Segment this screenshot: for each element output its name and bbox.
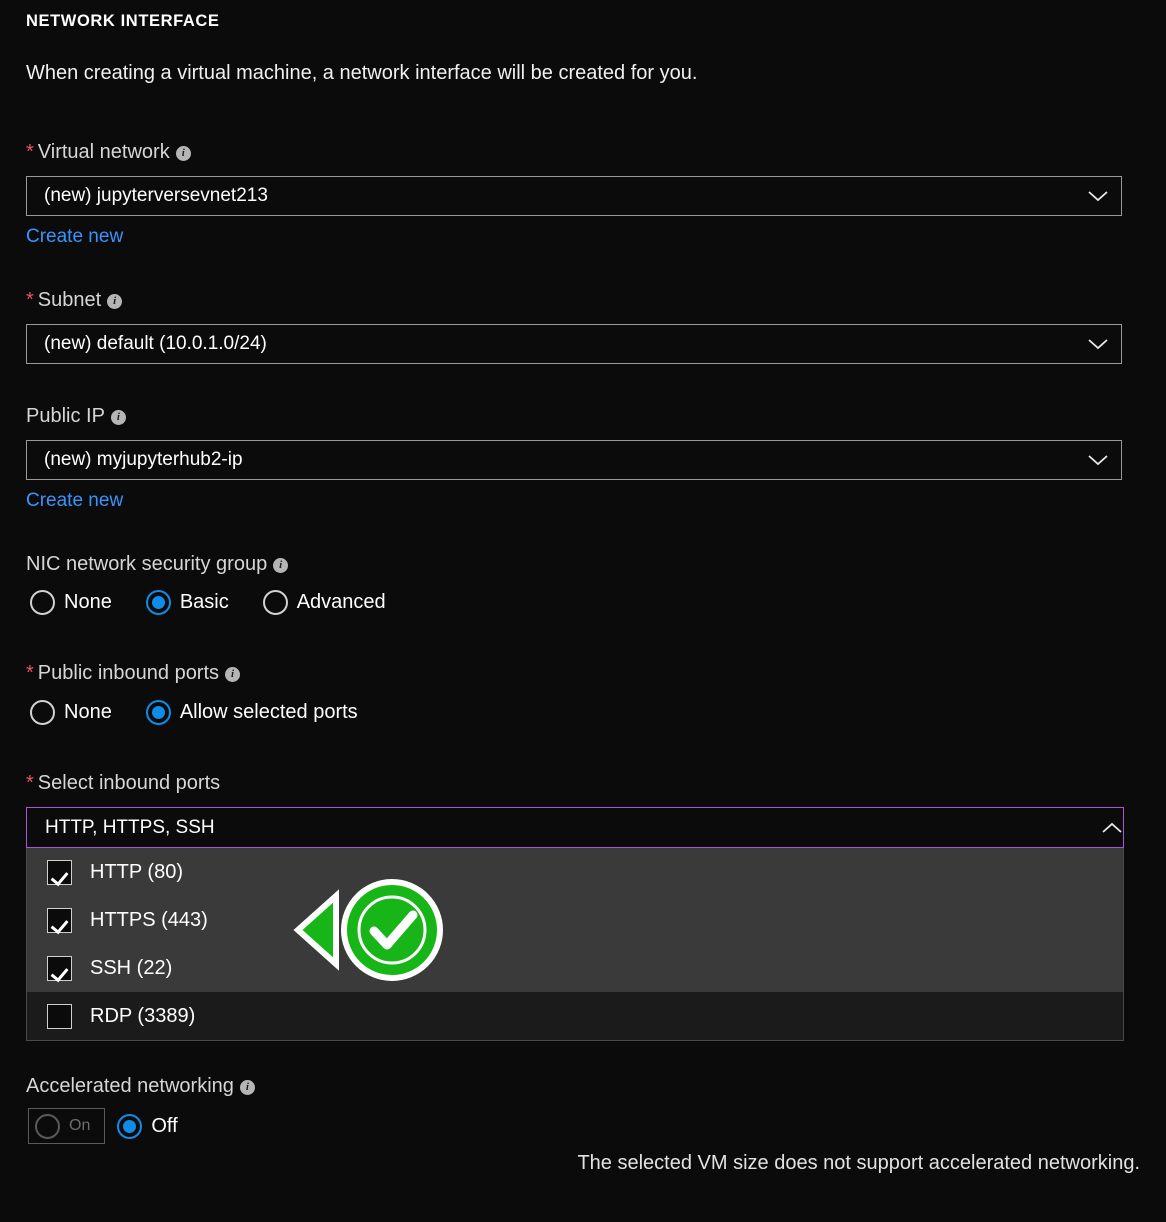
select-inbound-ports-dropdown [26,848,1124,1041]
section-title: NETWORK INTERFACE [26,12,220,30]
public-inbound-ports-label [26,662,240,685]
virtual-network-select[interactable] [26,176,1122,216]
subnet-label [26,289,122,312]
accelerated-networking-radio-group [28,1108,212,1144]
nic-nsg-radio-group [30,590,420,615]
subnet-select[interactable] [26,324,1122,364]
info-icon[interactable]: i [225,667,240,682]
option-label: Off [151,1114,178,1137]
label-text: Public inbound ports [37,662,220,684]
accelerated-networking-option-off[interactable] [117,1114,177,1139]
radio-icon[interactable] [263,590,288,615]
info-icon[interactable]: i [176,146,191,161]
port-option-label: HTTPS (443) [90,908,208,931]
port-option-https[interactable] [27,896,1123,944]
option-label: Advanced [296,591,386,613]
select-inbound-ports-combobox[interactable] [26,807,1124,848]
label-text: Public IP [26,405,105,427]
public-ip-create-new-link[interactable]: Create new [26,490,124,511]
required-asterisk: * [26,141,34,163]
required-asterisk: * [26,662,34,684]
accelerated-networking-note: The selected VM size does not support accelerated networking. [577,1152,1140,1174]
select-inbound-ports-value: HTTP, HTTPS, SSH [45,816,215,838]
public-inbound-ports-option-allow-selected[interactable] [146,700,358,725]
nic-nsg-label [26,553,288,576]
chevron-down-icon[interactable] [1075,189,1121,203]
checkbox-checked-icon[interactable] [47,908,72,933]
checkbox-checked-icon[interactable] [47,956,72,981]
public-ip-value: (new) myjupyterhub2-ip [44,449,243,470]
public-ip-label [26,405,126,428]
option-label: Allow selected ports [179,701,358,723]
port-option-ssh[interactable] [27,944,1123,992]
port-option-rdp[interactable] [27,992,1123,1040]
info-icon[interactable]: i [111,410,126,425]
required-asterisk: * [26,772,34,794]
virtual-network-label [26,141,191,164]
public-ip-select[interactable] [26,440,1122,480]
option-label: On [69,1117,91,1134]
option-label: None [64,701,112,723]
public-inbound-ports-option-none[interactable] [30,700,112,725]
chevron-down-icon[interactable] [1075,337,1121,351]
radio-icon-selected[interactable] [146,700,171,725]
info-icon[interactable]: i [240,1080,255,1095]
chevron-down-icon[interactable] [1075,453,1121,467]
radio-icon-selected[interactable] [117,1114,142,1139]
public-inbound-ports-radio-group [30,700,392,725]
radio-icon[interactable] [30,590,55,615]
label-text: Virtual network [37,141,170,163]
checkbox-checked-icon[interactable] [47,860,72,885]
option-label: Basic [179,591,229,613]
checkbox-icon[interactable] [47,1004,72,1029]
port-option-http[interactable] [27,848,1123,896]
option-label: None [64,591,112,613]
radio-icon[interactable] [30,700,55,725]
label-text: Subnet [37,289,102,311]
label-text: NIC network security group [26,553,268,575]
subnet-value: (new) default (10.0.1.0/24) [44,333,267,354]
port-option-label: HTTP (80) [90,860,183,883]
virtual-network-value: (new) jupyterversevnet213 [44,185,268,206]
accelerated-networking-option-on [28,1108,105,1144]
virtual-network-create-new-link[interactable]: Create new [26,226,124,247]
chevron-up-icon[interactable] [1101,821,1123,835]
label-text: Accelerated networking [26,1075,234,1097]
select-inbound-ports-label [26,772,220,795]
port-option-label: SSH (22) [90,956,173,979]
accelerated-networking-label [26,1075,255,1098]
required-asterisk: * [26,289,34,311]
port-option-label: RDP (3389) [90,1004,196,1027]
label-text: Select inbound ports [37,772,221,794]
section-description: When creating a virtual machine, a network interface will be created for you. [26,62,698,84]
nic-nsg-option-advanced[interactable] [263,590,386,615]
radio-icon-selected[interactable] [146,590,171,615]
nic-nsg-option-none[interactable] [30,590,112,615]
info-icon[interactable]: i [273,558,288,573]
info-icon[interactable]: i [107,294,122,309]
nic-nsg-option-basic[interactable] [146,590,229,615]
radio-icon-disabled [35,1114,60,1139]
